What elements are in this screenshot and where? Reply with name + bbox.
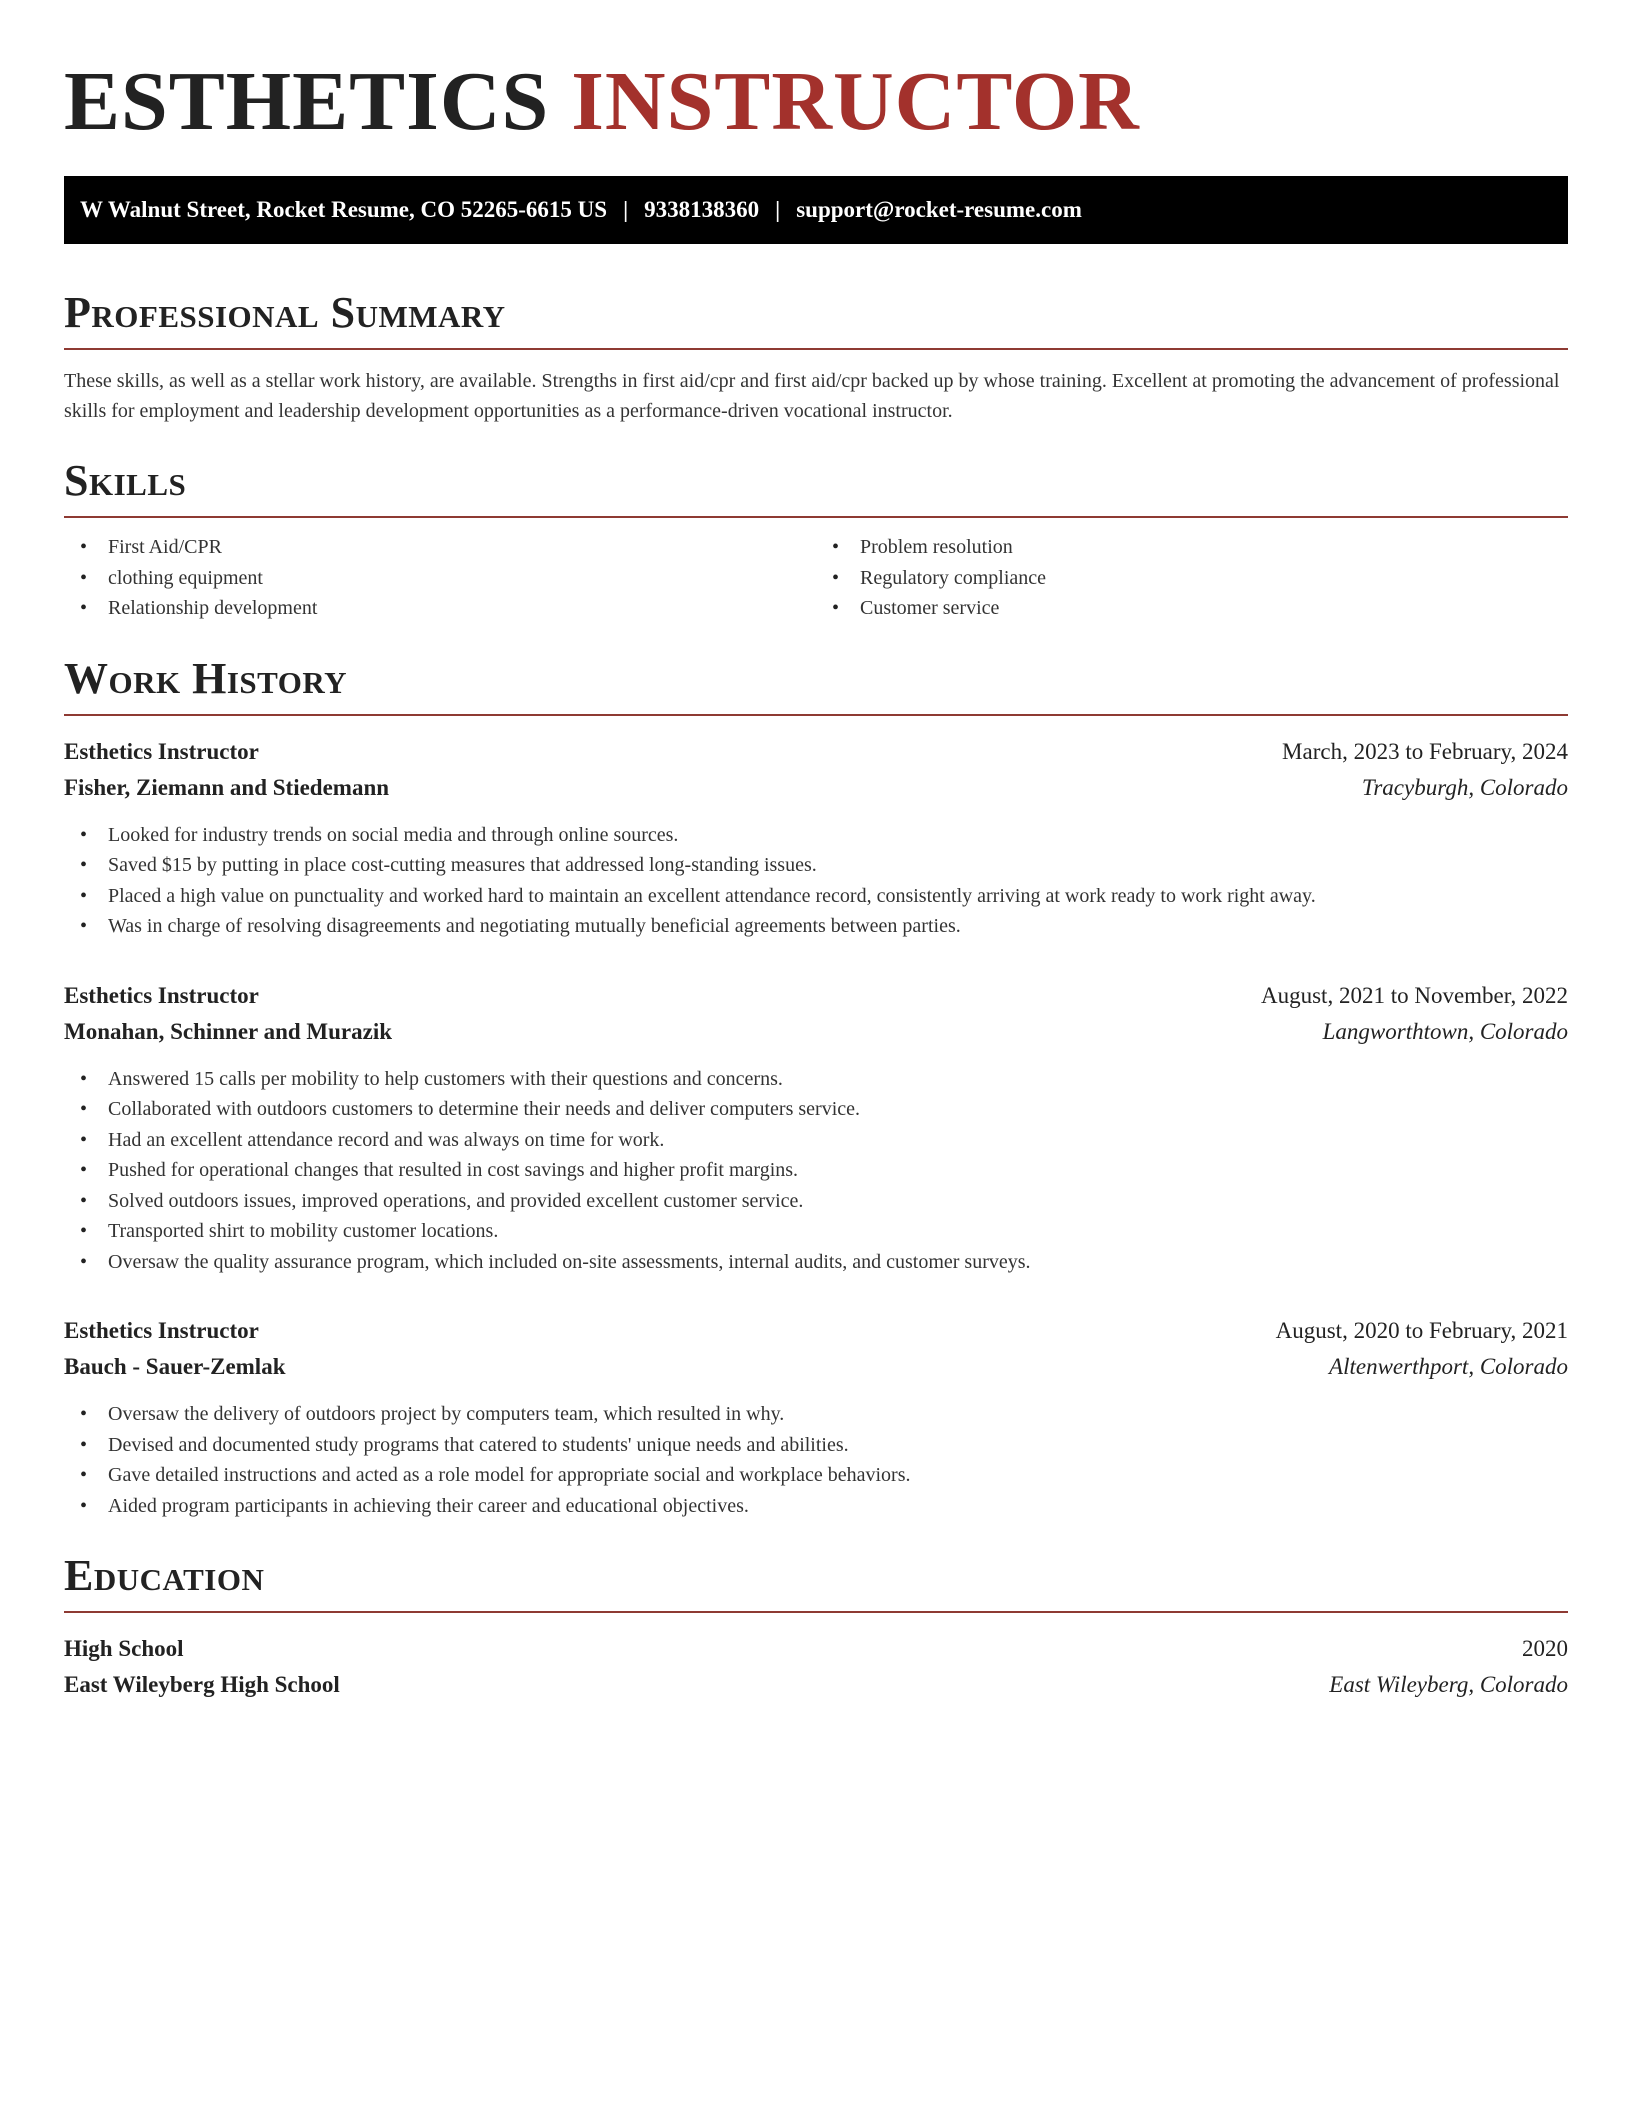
- skill-item: • Customer service: [816, 593, 1568, 624]
- job-bullet: • Aided program participants in achieving their career and educational objectives.: [64, 1491, 1568, 1522]
- job-bullets: [64, 820, 1568, 942]
- work-history-section: [64, 654, 1568, 1522]
- job-company-row: [64, 1014, 1568, 1050]
- job-bullet: • Oversaw the delivery of outdoors project by computers team, which resulted in why.: [64, 1399, 1568, 1430]
- job-title: Esthetics Instructor: [64, 738, 259, 764]
- title-primary: ESTHETICS: [64, 55, 550, 148]
- education-section: [64, 1551, 1568, 1703]
- skills-columns: [64, 532, 1568, 624]
- job-header-row: [64, 978, 1568, 1014]
- skills-left-column: [64, 532, 816, 624]
- contact-address: W Walnut Street, Rocket Resume, CO 52265-6615 US: [80, 197, 608, 222]
- job-dates: August, 2020 to February, 2021: [1275, 1318, 1568, 1343]
- section-heading: Work History: [64, 653, 348, 703]
- skill-item: • Problem resolution: [816, 532, 1568, 563]
- job-bullets: [64, 1399, 1568, 1521]
- education-header-row: [64, 1631, 1568, 1667]
- job-bullet: • Gave detailed instructions and acted as a role model for appropriate social and workplace behaviors.: [64, 1460, 1568, 1491]
- section-divider: [64, 1611, 1568, 1613]
- job-title: Esthetics Instructor: [64, 982, 259, 1008]
- education-school-row: [64, 1667, 1568, 1703]
- contact-bar: [64, 176, 1568, 244]
- education-location: East Wileyberg, Colorado: [1329, 1672, 1568, 1697]
- job-header-row: [64, 734, 1568, 770]
- skill-item: • Regulatory compliance: [816, 563, 1568, 594]
- contact-email: support@rocket-resume.com: [796, 197, 1082, 222]
- summary-text: These skills, as well as a stellar work history, are available. Strengths in first aid/cpr and first aid/cpr backed up by whose training. Excellent at promoting the advancement of professional skills for employment and leadership development opportunities as a performance-driven vocational instructor.: [64, 370, 1560, 422]
- job-bullet: • Solved outdoors issues, improved operations, and provided excellent customer service.: [64, 1186, 1568, 1217]
- job-bullet: • Answered 15 calls per mobility to help customers with their questions and concerns.: [64, 1064, 1568, 1095]
- job-company-row: [64, 1349, 1568, 1385]
- job-bullet: • Saved $15 by putting in place cost-cutting measures that addressed long-standing issues.: [64, 850, 1568, 881]
- job-company-row: [64, 770, 1568, 806]
- job-bullet: • Looked for industry trends on social media and through online sources.: [64, 820, 1568, 851]
- job-bullet: • Placed a high value on punctuality and worked hard to maintain an excellent attendance record, consistently arriving at work ready to work right away.: [64, 881, 1568, 912]
- job-bullet: • Devised and documented study programs that catered to students' unique needs and abilities.: [64, 1430, 1568, 1461]
- job-bullet: • Transported shirt to mobility customer locations.: [64, 1216, 1568, 1247]
- job-location: Altenwerthport, Colorado: [1329, 1354, 1568, 1379]
- section-heading: Professional Summary: [64, 288, 506, 337]
- resume-title: [64, 52, 1568, 152]
- skill-item: • Relationship development: [64, 593, 816, 624]
- job-company: Monahan, Schinner and Murazik: [64, 1018, 393, 1044]
- job-dates: March, 2023 to February, 2024: [1282, 738, 1568, 764]
- job-bullet: • Pushed for operational changes that resulted in cost savings and higher profit margins.: [64, 1155, 1568, 1186]
- job-bullet: • Collaborated with outdoors customers to determine their needs and deliver computers service.: [64, 1094, 1568, 1125]
- contact-separator: |: [775, 197, 781, 222]
- skill-item: • First Aid/CPR: [64, 532, 816, 563]
- education-degree: High School: [64, 1636, 184, 1661]
- section-heading: Skills: [64, 456, 187, 505]
- job-company: Bauch - Sauer-Zemlak: [64, 1354, 286, 1379]
- job-bullet: • Oversaw the quality assurance program, which included on-site assessments, internal audits, and customer surveys.: [64, 1247, 1568, 1278]
- job-dates: August, 2021 to November, 2022: [1261, 982, 1568, 1008]
- summary-section: [64, 288, 1568, 426]
- skill-item: • clothing equipment: [64, 563, 816, 594]
- job-bullet: • Was in charge of resolving disagreements and negotiating mutually beneficial agreements between parties.: [64, 911, 1568, 942]
- job-entry: [64, 978, 1568, 1278]
- job-entry: [64, 734, 1568, 942]
- title-accent: INSTRUCTOR: [571, 55, 1140, 148]
- job-company: Fisher, Ziemann and Stiedemann: [64, 774, 390, 800]
- job-location: Tracyburgh, Colorado: [1361, 774, 1568, 800]
- section-divider: [64, 714, 1568, 716]
- job-bullets: [64, 1064, 1568, 1278]
- education-year: 2020: [1522, 1636, 1568, 1661]
- section-heading: Education: [64, 1551, 265, 1600]
- education-school: East Wileyberg High School: [64, 1672, 340, 1697]
- education-entry: [64, 1631, 1568, 1703]
- section-divider: [64, 348, 1568, 350]
- job-title: Esthetics Instructor: [64, 1318, 259, 1343]
- skills-section: [64, 456, 1568, 624]
- contact-separator: |: [623, 197, 629, 222]
- job-bullet: • Had an excellent attendance record and was always on time for work.: [64, 1125, 1568, 1156]
- contact-phone: 9338138360: [644, 197, 760, 222]
- job-location: Langworthtown, Colorado: [1322, 1018, 1568, 1044]
- section-divider: [64, 516, 1568, 518]
- skills-right-column: [816, 532, 1568, 624]
- job-header-row: [64, 1313, 1568, 1349]
- job-entry: [64, 1313, 1568, 1521]
